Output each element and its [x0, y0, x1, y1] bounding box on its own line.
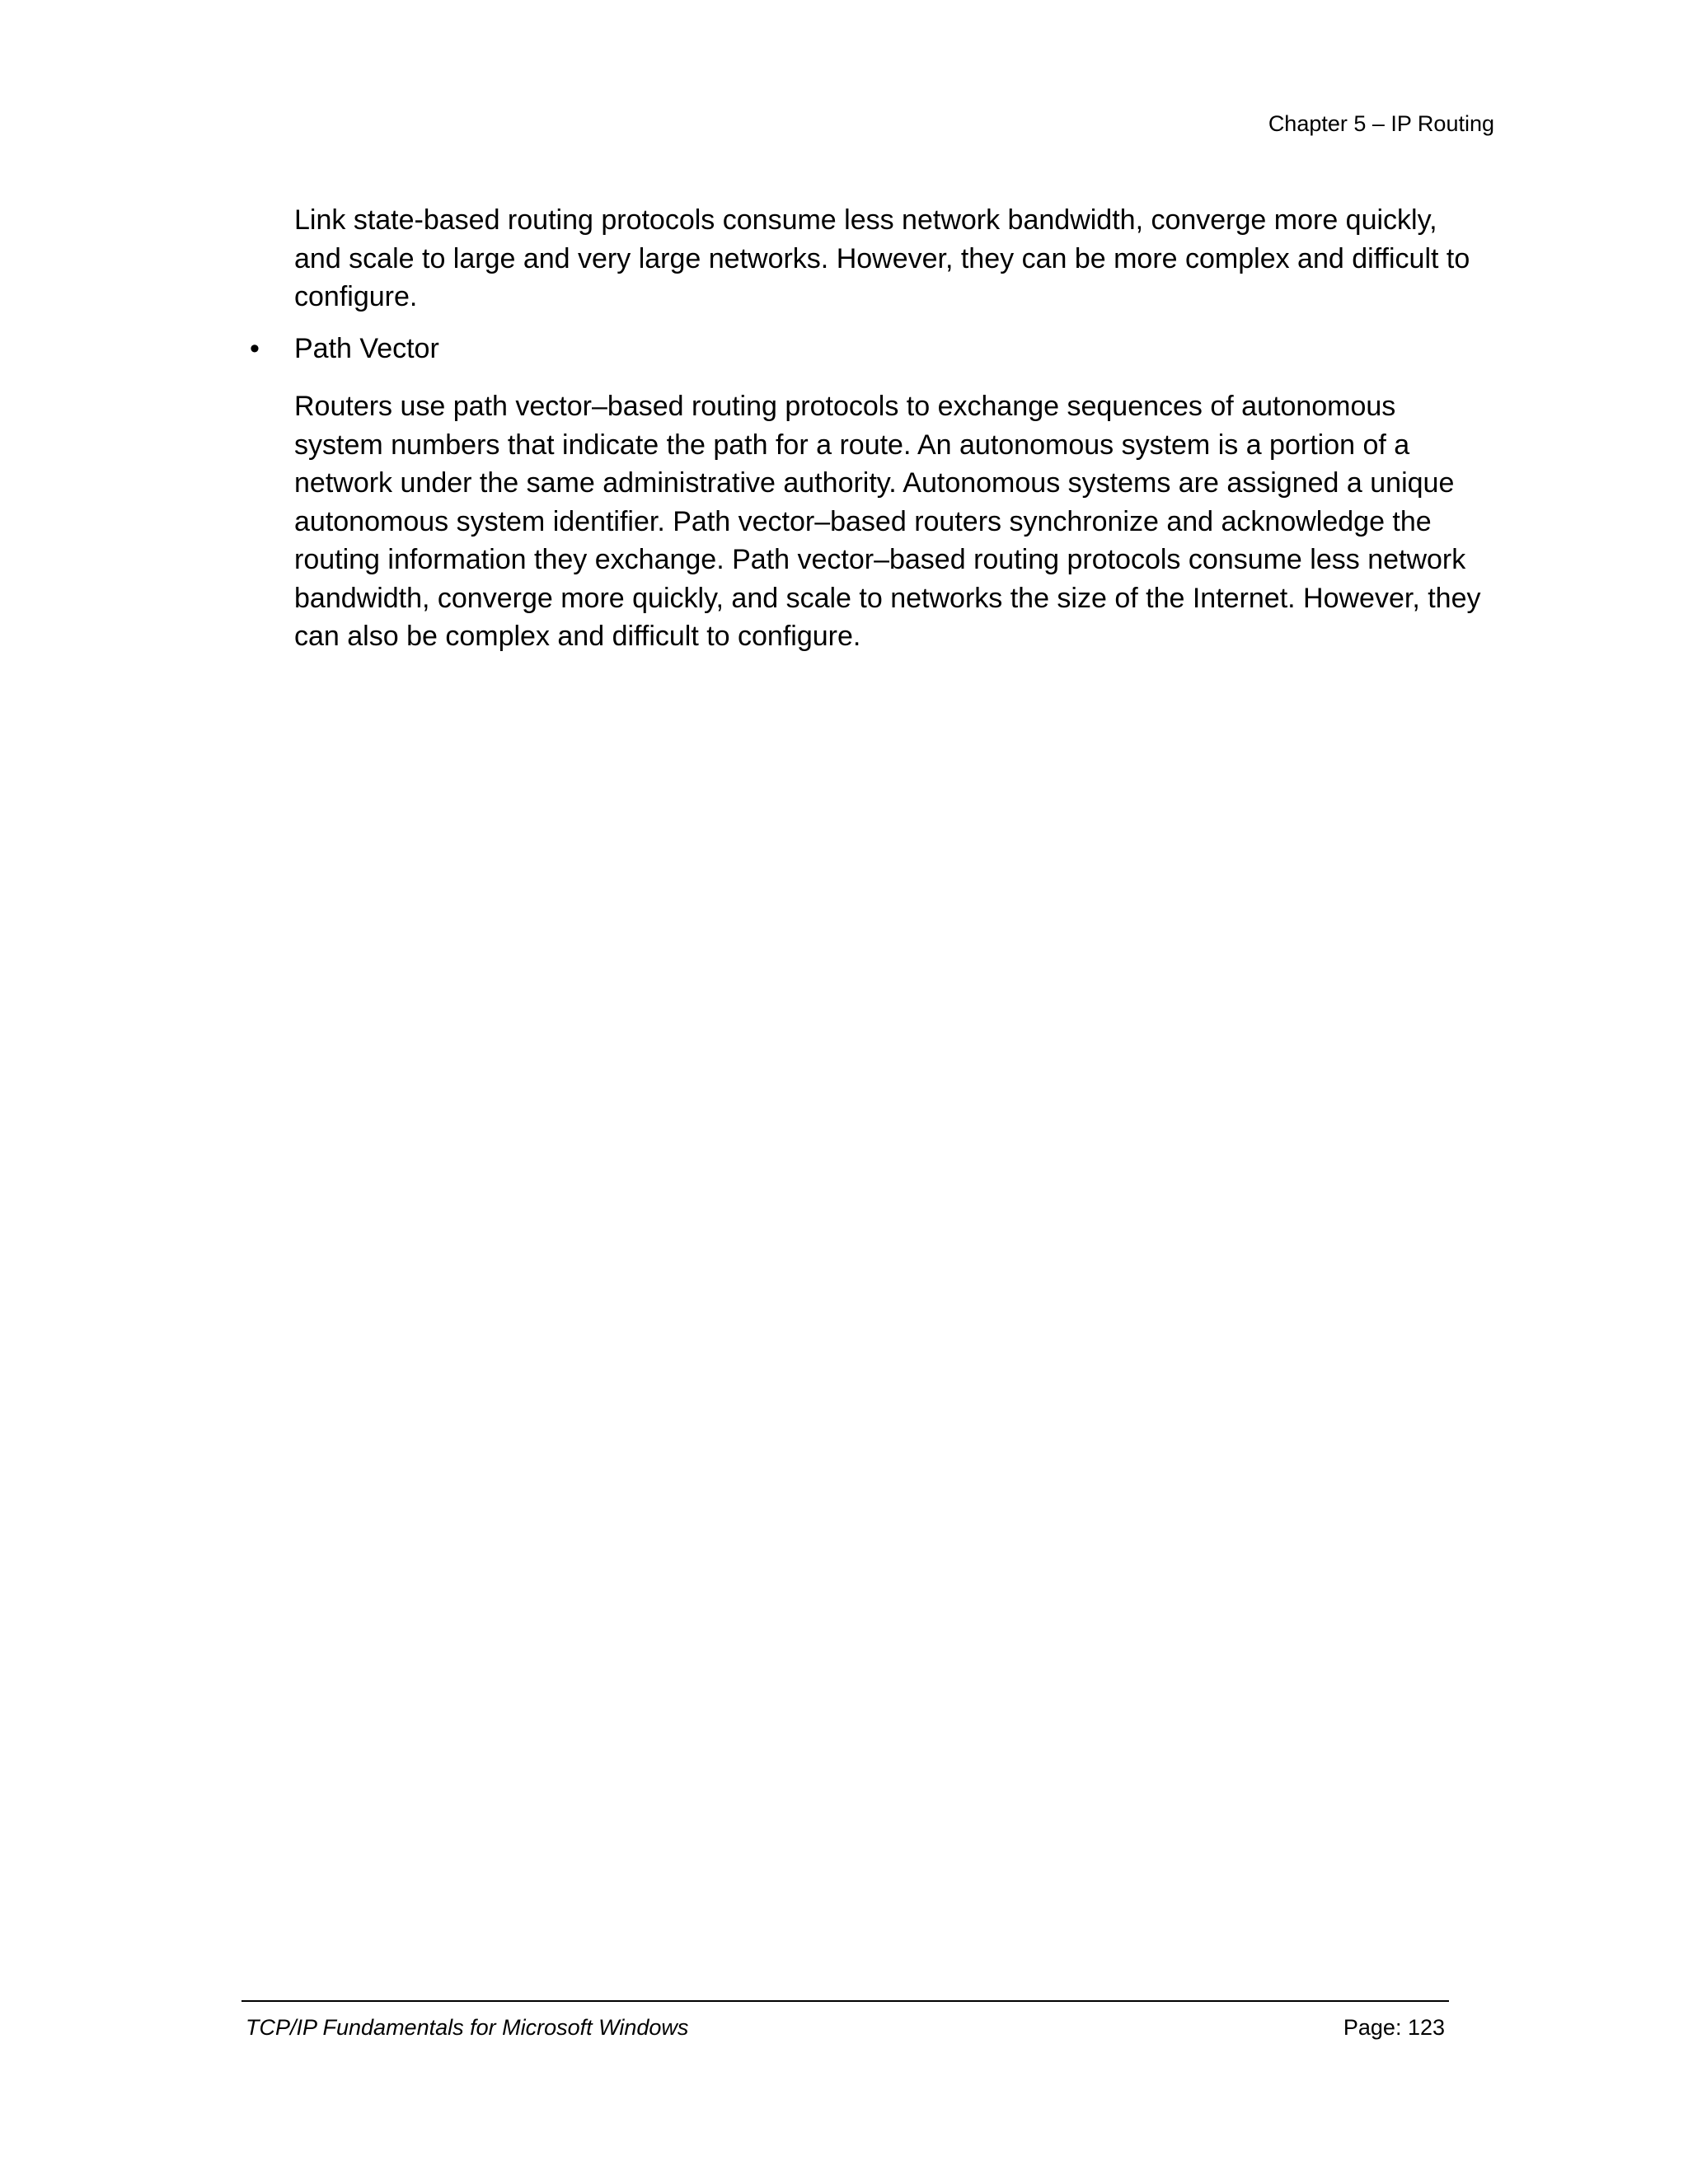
path-vector-paragraph: Routers use path vector–based routing protocols to exchange sequences of autonomous system numbers that indicate the path for a route. An autonomous system is a portion of a network under the same administrative authority. Autonomous systems are assigned a unique autonomous system identifier. Path vector–based routers synchronize and acknowledge the routing information they exchange. Path vector–based routing protocols consume less network bandwidth, converge more quickly, and scale to networks the size of the Internet. However, they can also be complex and difficult to configure. [294, 391, 1481, 652]
footer-page-number: Page: 123 [1343, 2015, 1445, 2040]
link-state-paragraph: Link state-based routing protocols consume less network bandwidth, converge more quickly, and scale to large and very large networks. However, they can be more complex and difficult to configure. [294, 204, 1470, 312]
running-header-chapter: Chapter 5 – IP Routing [1268, 111, 1494, 136]
bullet-label: Path Vector [294, 333, 439, 364]
footer-book-title: TCP/IP Fundamentals for Microsoft Windows [246, 2015, 689, 2040]
bullet-icon: • [250, 333, 260, 364]
footer-divider [241, 2000, 1449, 2002]
